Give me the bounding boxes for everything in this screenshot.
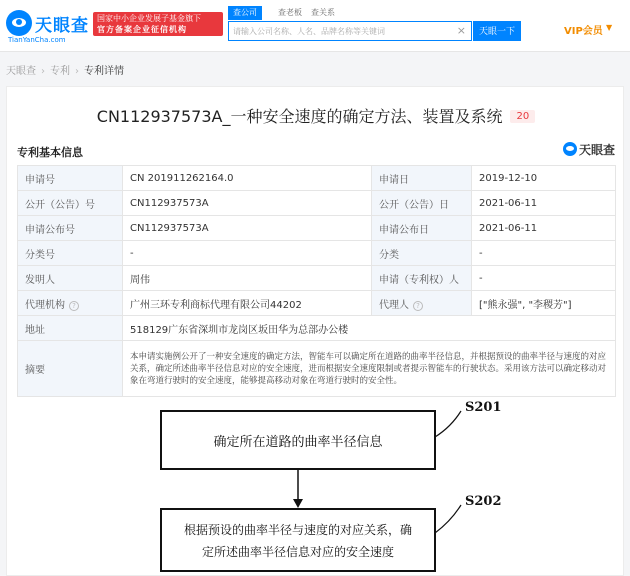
label-applicant: 申请（专利权）人 — [372, 266, 472, 291]
label-agency — [18, 291, 123, 316]
value-announce-date: 2021-06-11 — [472, 216, 616, 241]
table-row — [18, 166, 616, 191]
search-box — [228, 21, 472, 41]
value-announce-no: CN112937573A — [123, 216, 372, 241]
value-applicant: - — [472, 266, 616, 291]
brand-name: 天眼查 — [578, 143, 615, 157]
arrow-down-icon — [293, 499, 303, 508]
label-agent — [372, 291, 472, 316]
breadcrumb — [6, 62, 124, 77]
gov-badge[interactable] — [93, 12, 223, 36]
step-text-s201: 确定所在道路的曲率半径信息 — [213, 435, 383, 450]
leader-line-s201 — [435, 411, 461, 437]
label-application-no: 申请号 — [18, 166, 123, 191]
label-agency-text: 代理机构 — [25, 299, 65, 311]
table-row — [18, 216, 616, 241]
label-publication-no: 公开（公告）号 — [18, 191, 123, 216]
table-row — [18, 241, 616, 266]
breadcrumb-current: 专利详情 — [84, 66, 124, 77]
patent-drawing — [15, 393, 617, 576]
count-badge: 20 — [510, 110, 535, 123]
value-agent: ["熊永强", "李稷芳"] — [472, 291, 616, 316]
label-announce-date: 申请公布日 — [372, 216, 472, 241]
value-application-no: CN 201911262164.0 — [123, 166, 372, 191]
eye-logo-icon — [563, 142, 577, 156]
table-row — [18, 316, 616, 341]
chevron-down-icon[interactable]: ▼ — [606, 23, 613, 32]
step-label-s202: S202 — [465, 494, 502, 509]
tab-company[interactable]: 查公司 — [228, 6, 262, 20]
section-title: 专利基本信息 — [17, 146, 83, 159]
step-text-s202-line1: 根据预设的曲率半径与速度的对应关系，确 — [183, 523, 413, 537]
leader-line-s202 — [435, 505, 461, 533]
patent-title-row — [7, 104, 625, 127]
step-label-s201: S201 — [465, 400, 502, 415]
value-inventor[interactable]: 周伟 — [123, 266, 372, 291]
value-application-date: 2019-12-10 — [472, 166, 616, 191]
label-abstract: 摘要 — [18, 341, 123, 397]
label-inventor: 发明人 — [18, 266, 123, 291]
label-publication-date: 公开（公告）日 — [372, 191, 472, 216]
logo-domain: TianYanCha.com — [8, 36, 66, 44]
step-text-s202-line2: 定所述曲率半径信息对应的安全速度 — [201, 545, 395, 559]
gov-badge-line1: 国家中小企业发展子基金旗下 — [97, 14, 201, 23]
patent-detail-card — [6, 86, 624, 576]
value-category: - — [472, 241, 616, 266]
patent-info-table — [17, 165, 616, 397]
help-icon[interactable]: ? — [69, 301, 79, 311]
value-abstract: 本申请实施例公开了一种安全速度的确定方法，智能车可以确定所在道路的曲率半径信息，并根据预设的曲率半径与速度的对应关系，确定所述曲率半径信息对应的安全速度，进而根据安全速度限制或者提示智能车的行驶状态。采用该方法可以确定移动对象在弯道行驶时的安全速度，能够提高移动对象在弯道行驶时的安全性。 — [123, 341, 616, 397]
label-announce-no: 申请公布号 — [18, 216, 123, 241]
table-row — [18, 291, 616, 316]
search-input[interactable] — [233, 24, 455, 38]
patent-title: CN112937573A_一种安全速度的确定方法、装置及系统 — [96, 107, 503, 126]
breadcrumb-home[interactable]: 天眼查 — [6, 66, 36, 77]
chevron-right-icon: › — [75, 66, 79, 77]
chevron-right-icon: › — [41, 66, 45, 77]
step-box-s202 — [161, 509, 435, 571]
value-publication-no: CN112937573A — [123, 191, 372, 216]
tab-relation[interactable]: 查关系 — [311, 8, 335, 17]
label-category: 分类 — [372, 241, 472, 266]
label-application-date: 申请日 — [372, 166, 472, 191]
gov-badge-line2: 官方备案企业征信机构 — [97, 25, 187, 34]
clear-icon[interactable]: × — [456, 24, 466, 37]
help-icon[interactable]: ? — [413, 301, 423, 311]
table-row — [18, 266, 616, 291]
label-address: 地址 — [18, 316, 123, 341]
brand-watermark — [563, 141, 615, 157]
table-row — [18, 341, 616, 397]
breadcrumb-patent[interactable]: 专利 — [50, 66, 70, 77]
value-publication-date: 2021-06-11 — [472, 191, 616, 216]
tab-boss[interactable]: 查老板 — [278, 8, 302, 17]
logo-name: 天眼查 — [35, 16, 89, 36]
table-row — [18, 191, 616, 216]
value-agency[interactable]: 广州三环专利商标代理有限公司44202 — [123, 291, 372, 316]
search-button[interactable]: 天眼一下 — [473, 21, 521, 41]
label-class-no: 分类号 — [18, 241, 123, 266]
vip-menu[interactable]: VIP会员 — [564, 26, 603, 37]
eye-logo-icon — [6, 10, 32, 36]
value-class-no: - — [123, 241, 372, 266]
tianyancha-logo[interactable] — [6, 10, 89, 44]
value-address: 518129广东省深圳市龙岗区坂田华为总部办公楼 — [123, 316, 616, 341]
flowchart-svg — [15, 393, 617, 576]
label-agent-text: 代理人 — [379, 299, 409, 311]
top-header — [0, 0, 630, 52]
